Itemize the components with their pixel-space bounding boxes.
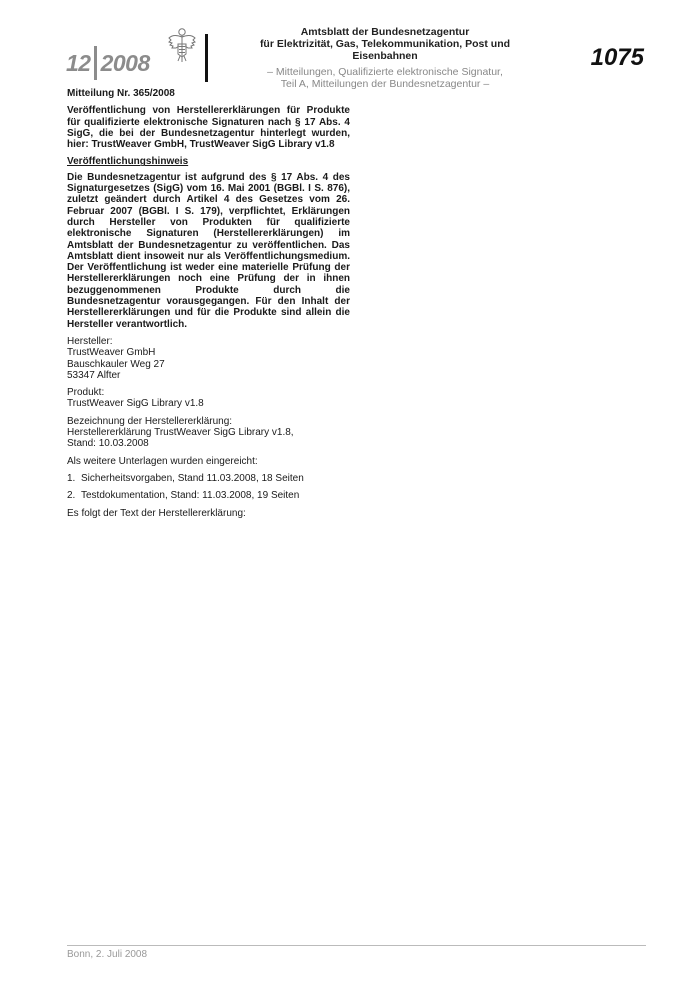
issue-separator (94, 46, 97, 80)
documents-intro: Als weitere Unterlagen wurden eingereicht: (67, 455, 258, 467)
list-item (67, 490, 350, 501)
issue-year: 2008 (100, 50, 150, 76)
header-divider (205, 34, 208, 82)
publication-subtitle-line2: Teil A, Mitteilungen der Bundesnetzagentur – (280, 78, 490, 90)
designation-label: Bezeichnung der Herstellererklärung: (67, 415, 233, 427)
list-item (67, 473, 350, 484)
designation-date: Stand: 10.03.2008 (67, 438, 149, 450)
manufacturer-city: 53347 Alfter (67, 369, 121, 381)
list-item-text: Testdokumentation, Stand: 11.03.2008, 19 Seiten (81, 490, 300, 502)
page-number: 1075 (590, 44, 644, 71)
product-block (67, 387, 350, 410)
publication-header (240, 26, 530, 90)
publication-title-line1: Amtsblatt der Bundesnetzagentur (300, 26, 470, 38)
product-name: TrustWeaver SigG Library v1.8 (67, 398, 204, 410)
list-item-number: 2. (67, 490, 76, 502)
footer-divider (67, 945, 646, 946)
product-label: Produkt: (67, 387, 105, 399)
article-headline: Veröffentlichung von Herstellererklärungen für Produkte für qualifizierte elektronische Signaturen nach § 17 Abs. 4 SigG, die bei der Bundesnetzagentur hinterlegt wurden, hier: TrustWeaver GmbH, TrustWeaver SigG Library v1.8 (67, 105, 350, 151)
manufacturer-label: Hersteller: (67, 335, 113, 347)
designation-block (67, 416, 350, 450)
manufacturer-name: TrustWeaver GmbH (67, 347, 156, 359)
notice-heading: Veröffentlichungshinweis (67, 156, 189, 168)
footer-place-date: Bonn, 2. Juli 2008 (67, 949, 148, 960)
issue-label: 12 (66, 50, 91, 76)
manufacturer-block (67, 336, 350, 381)
notice-text: Die Bundesnetzagentur ist aufgrund des § 17 Abs. 4 des Signaturgesetzes (SigG) vom 16. Mai 2001 (BGBl. I S. 876), zuletzt geändert durch Artikel 4 des Gesetzes vom 26. Februar 2007 (BGBl. I S. 179), verpflichtet, Erklärungen durch Hersteller von Produkten für qualifizierte elektronische Signaturen (Herstellererklärungen) im Amtsblatt der Bundesnetzagentur zu veröffentlichen. Das Amtsblatt dient insoweit nur als Veröffentlichungsmedium. Der Veröffentlichung ist weder eine materielle Prüfung der Herstellererklärungen noch eine Prüfung der in ihnen bezuggenommenen Produkte durch die Bundesnetzagentur vorausgegangen. Für den Inhalt der Herstellererklärungen und für die Produkte sind allein die Hersteller verantwortlich. (67, 171, 350, 330)
mitteilung-number: Mitteilung Nr. 365/2008 (67, 88, 175, 99)
designation-name: Herstellererklärung TrustWeaver SigG Library v1.8, (67, 427, 294, 439)
list-item-text: Sicherheitsvorgaben, Stand 11.03.2008, 18 Seiten (81, 472, 304, 484)
issue-number (66, 46, 150, 80)
publication-title-line2: für Elektrizität, Gas, Telekommunikation, Post und Eisenbahnen (259, 38, 511, 62)
federal-eagle-icon (167, 26, 197, 64)
article-column (67, 88, 350, 525)
list-item-number: 1. (67, 472, 76, 484)
manufacturer-street: Bauschkauler Weg 27 (67, 358, 165, 370)
publication-subtitle-line1: – Mitteilungen, Qualifizierte elektronische Signatur, (267, 66, 503, 78)
closing-text: Es folgt der Text der Herstellererklärung: (67, 507, 246, 519)
